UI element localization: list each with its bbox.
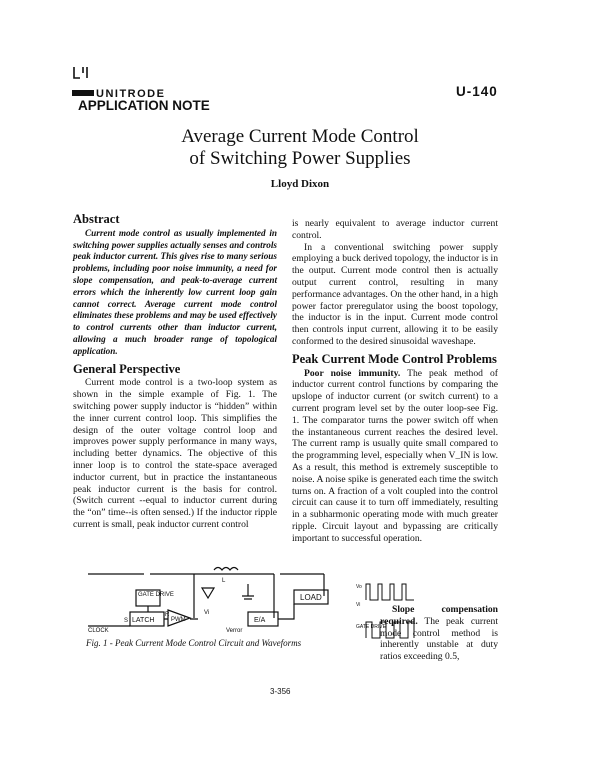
fig-s-label: S [124,618,129,624]
fig-load-label: LOAD [300,593,322,602]
fig-r-label: R [165,612,170,618]
fig-latch-label: LATCH [132,617,155,624]
abstract-heading: Abstract [73,212,120,226]
author: Lloyd Dixon [270,178,330,190]
unitrode-logo-icon [72,66,92,82]
peak-text-1: The peak method of inductor current control functions by comparing the upslope of inductor current (or switch current) to a current program level set by the outer loop-see Fig. 1. The comparator turns the power switch off when the instantaneous current reaches the desired level. The current ramp is usually quite small compared to the programming level, especially when V_IN is low. As a result, this method is extremely susceptible to noise. A noise spike is generated each time the switch turns on. A fraction of a volt coupled into the control circuit can cause it to turn off immediately, resulting in a subharmonic operating mode with much greater ripple. Circuit layout and bypassing are critically important to successful operation. [292,367,498,544]
fig-clock-label: CLOCK [88,628,109,632]
general-paragraph-1: Current mode control is a two-loop system as shown in the simple example of Fig. 1. The switching power supply inductor is “hidden” within the inner current control loop. This simplifies the design of the outer voltage control loop and improves power supply performance in many ways, including better dynamics. The objective of this inner loop is to control the state-space averaged inductor current, but in practice the instantaneous peak inductor current is the basis for control. (Switch current --equal to inductor current during the “on” time--is often sensed.) If the inductor ripple current is small, peak inductor current control [73,377,277,530]
peak-lead-2: Slope compensation required. [380,604,498,627]
right-column [292,218,498,545]
general-paragraph-2: is nearly equivalent to average inductor current control. [292,218,498,241]
company-name: UNITRODE [96,88,166,100]
left-column [73,212,277,531]
fig-verror-label: Verror [226,628,243,632]
general-heading: General Perspective [73,361,181,376]
abstract-text: Current mode control as usually implemented in switching power supplies actually senses and controls peak inductor current. This gives rise to many serious problems, including poor noise immunity, a need for slope compensation, and peak-to-average current errors which the inherently low current loop gain cannot correct. Average current mode control eliminates these problems and may be used effectively to control currents other than inductor current, allowing a much broader range of topological application. [73,227,277,356]
fig-gate-drive-label: GATE DRIVE [138,592,174,598]
fig-vi-label: Vi [204,610,210,616]
wave-vo-label: Vo [356,584,362,590]
fig-pwm-label: PWM [171,617,186,623]
fig-ea-label: E/A [254,617,266,624]
logo-bar [72,90,94,96]
peak-paragraph-1 [292,368,498,545]
figure-1-waveforms [356,578,426,664]
doc-number: U-140 [456,84,498,99]
wave-vi-label: Vi [356,602,361,608]
figure-1-circuit [74,566,368,632]
wave-gate-label: GATE DRIVE [356,624,386,630]
fig-l-label: L [222,578,226,584]
peak-text-2: The peak current mode control method is inherently unstable at duty ratios exceeding 0.5, [380,615,498,663]
page-number: 3-356 [270,687,291,696]
figure-caption: Fig. 1 - Peak Current Mode Control Circuit and Waveforms [86,638,302,648]
doc-type: APPLICATION NOTE [78,98,210,113]
peak-heading: Peak Current Mode Control Problems [292,351,497,366]
general-paragraph-3: In a conventional switching power supply employing a buck derived topology, the inductor is in the output. Current mode control then is actually output current control, resulting in many performance advantages. On the other hand, in a high power factor preregulator using the boost topology, the inductor is in the input. Current mode control then controls input current, allowing it to be easily conformed to the desired sinusoidal waveshape. [292,241,498,347]
title-line-2: of Switching Power Supplies [189,148,411,169]
title-line-1: Average Current Mode Control [181,126,419,147]
abstract-body [73,228,277,358]
peak-lead-1: Poor noise immunity. [304,367,401,379]
